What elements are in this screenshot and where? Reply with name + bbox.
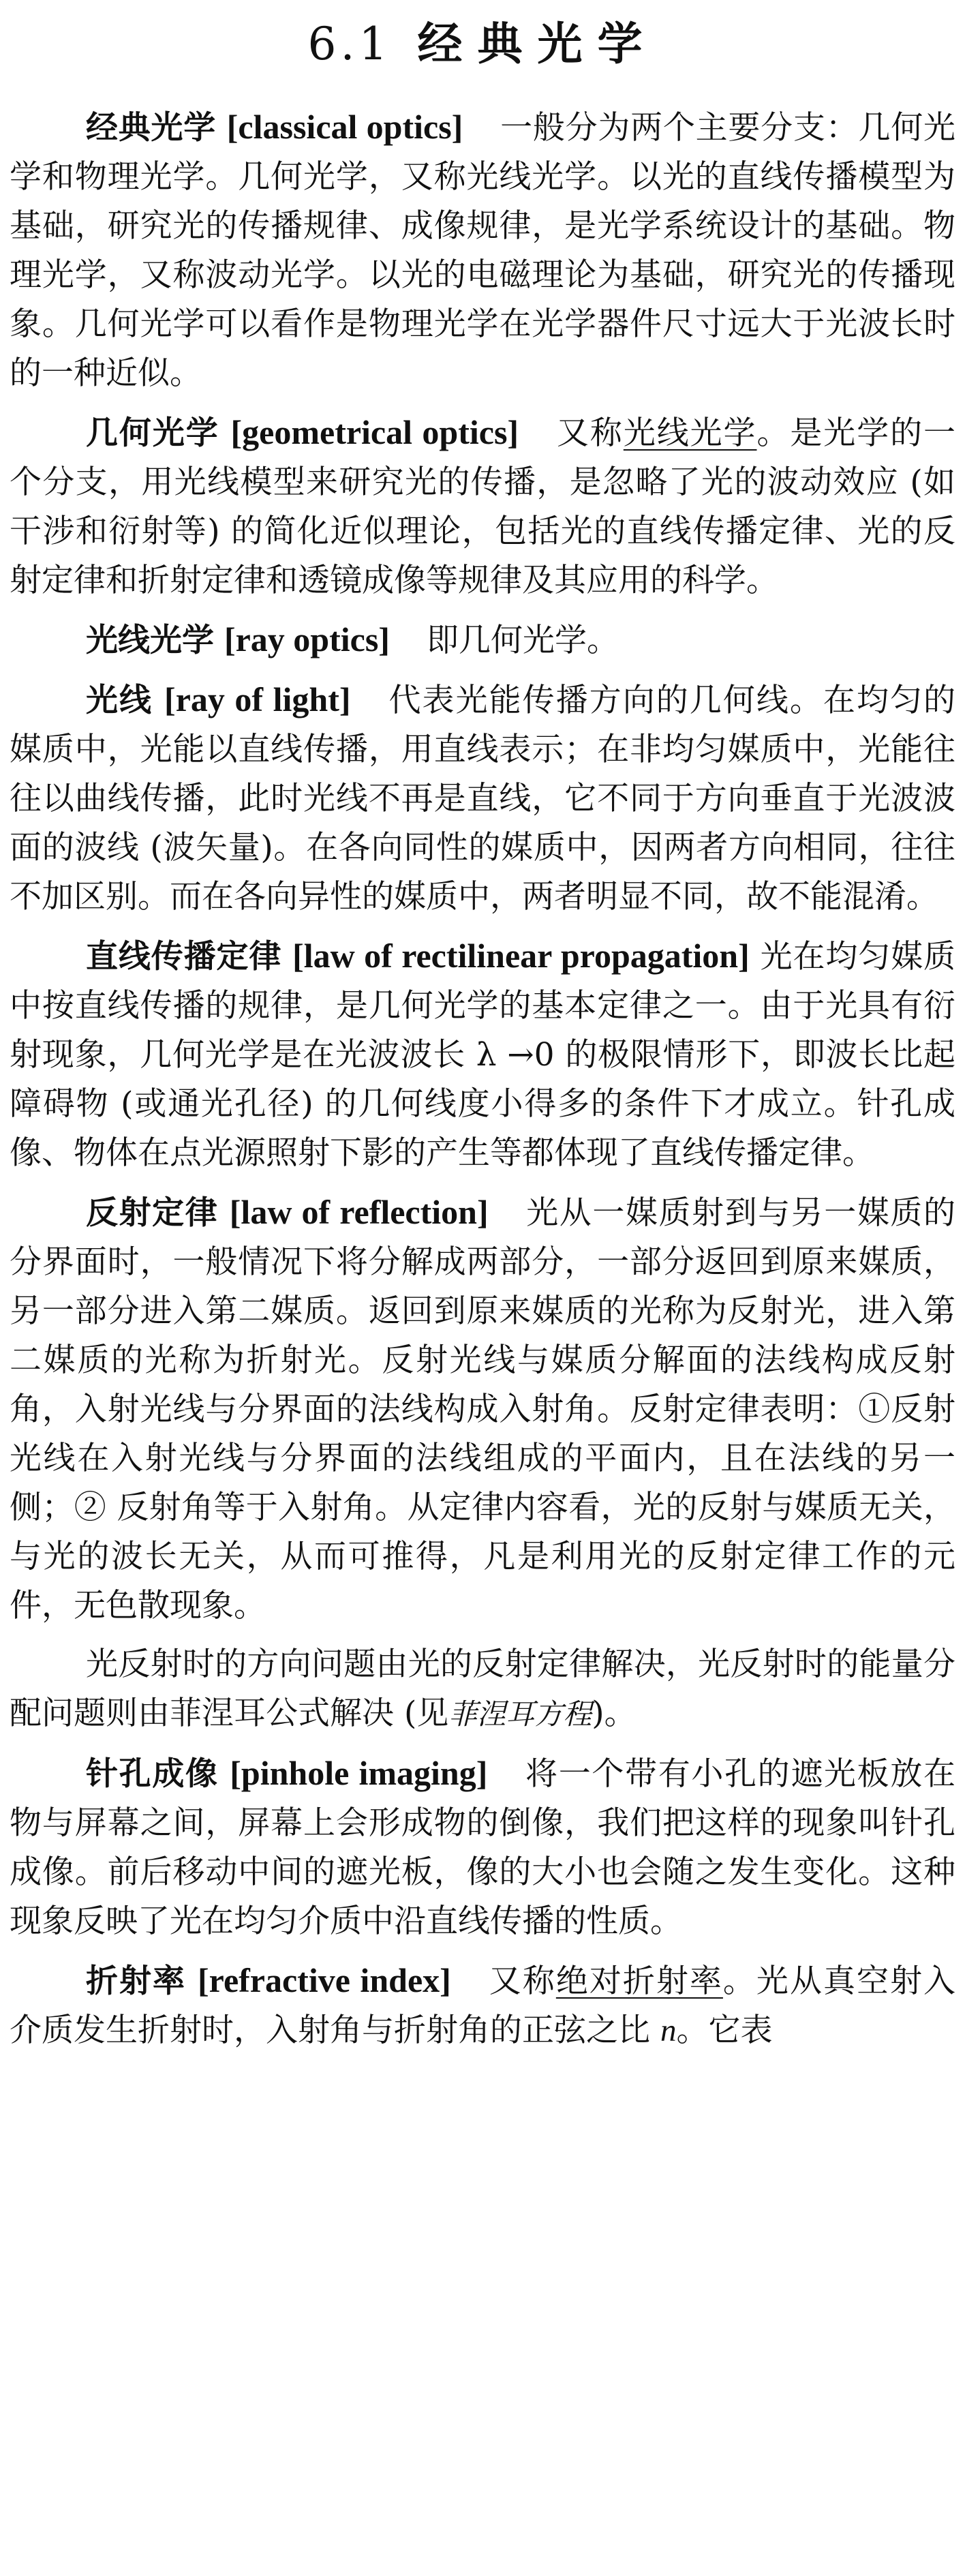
entry-english: [ray optics] [224,620,390,658]
entry-english: [ray of light] [164,680,351,718]
entry-term: 折射率 [86,1963,187,2000]
entry-ray-of-light [10,675,955,922]
paragraph-text: 光反射时的方向问题由光的反射定律解决，光反射时的能量分配问题则由菲涅耳公式解决 (见 [10,1646,955,1732]
entry-text: 光从一媒质射到与另一媒质的分界面时，一般情况下将分解成两部分，一部分返回到原来媒质，另一部分进入第二媒质。返回到原来媒质的光称为反射光，进入第二媒质的光称为折射光。反射光线与媒质分解面的法线构成反射角，入射光线与分界面的法线构成入射角。反射定律表明：①反射光线在入射光线与分界面的法线组成的平面内，且在法线的另一侧；② 反射角等于入射角。从定律内容看，光的反射与媒质无关，与光的波长无关，从而可推得，凡是利用光的反射定律工作的元件，无色散现象。 [10,1194,955,1624]
entry-term: 直线传播定律 [86,938,282,975]
paragraph-post: )。 [592,1695,637,1732]
entry-post: 。它表 [676,2012,773,2049]
entry-english: [classical optics] [226,108,463,146]
entry-pre: 又称 [487,1963,556,2000]
entry-english: [law of reflection] [229,1193,489,1231]
entry-refractive-index [10,1956,955,2055]
paragraph-reflection-note [10,1640,955,1739]
entry-text: 。光从真空射入介质发生折射时，入射角与折射角的正弦之比 [10,1963,956,2049]
entry-ray-optics [10,615,955,665]
entry-geometrical-optics [10,408,955,605]
entry-classical-optics [10,102,955,398]
entry-term: 针孔成像 [86,1755,219,1793]
see-also-link[interactable]: 菲涅耳方程 [448,1697,592,1731]
entry-english: [refractive index] [198,1961,451,1999]
entry-text: 一般分为两个主要分支：几何光学和物理光学。几何光学，又称光线光学。以光的直线传播模型为基础，研究光的传播规律、成像规律，是光学系统设计的基础。物理光学，又称波动光学。以光的电磁理论为基础，研究光的传播现象。几何光学可以看作是物理光学在光学器件尺寸远大于光波长时的一种近似。 [10,109,956,392]
section-title: 经典光学 [417,17,658,70]
entry-rectilinear-propagation [10,931,955,1178]
cross-reference-link[interactable]: 光线光学 [623,414,757,452]
entry-term: 光线 [86,682,153,719]
cross-reference-link[interactable]: 绝对折射率 [555,1963,723,2000]
entry-text: 将一个带有小孔的遮光板放在物与屏幕之间，屏幕上会形成物的倒像，我们把这样的现象叫针孔成像。前后移动中间的遮光板，像的大小也会随之发生变化。这种现象反映了光在均匀介质中沿直线传播的性质。 [10,1755,955,1940]
section-heading [0,0,965,75]
entry-pinhole-imaging [10,1748,955,1946]
entry-term: 光线光学 [86,622,214,659]
entry-term: 几何光学 [86,414,219,452]
entry-text: 。是光学的一个分支，用光线模型来研究光的传播，是忽略了光的波动效应 (如干涉和衍射等) 的简化近似理论，包括光的直线传播定律、光的反射定律和折射定律和透镜成像等规律及其应用的科学。 [10,414,956,599]
math-symbol: n [660,2013,677,2048]
entry-text: 代表光能传播方向的几何线。在均匀的媒质中，光能以直线传播，用直线表示；在非均匀媒质中，光能往往以曲线传播，此时光线不再是直线，它不同于方向垂直于光波波面的波线 (波矢量)。在各向同性的媒质中，因两者方向相同，往往不加区别。而在各向异性的媒质中，两者明显不同，故不能混淆。 [10,682,956,915]
entry-list [10,102,955,2065]
entry-english: [geometrical optics] [230,413,519,451]
entry-term: 反射定律 [86,1194,219,1232]
entry-term: 经典光学 [86,109,217,147]
entry-pre: 又称 [555,414,624,452]
entry-english: [pinhole imaging] [230,1754,488,1792]
entry-law-of-reflection [10,1187,955,1631]
entry-text: 即几何光学。 [426,622,619,659]
entry-english: [law of rectilinear propagation] [292,937,750,975]
section-number: 6.1 [307,18,392,70]
entry-text: 光在均匀媒质中按直线传播的规律，是几何光学的基本定律之一。由于光具有衍射现象，几何光学是在光波波长 λ →0 的极限情形下，即波长比起障碍物 (或通光孔径) 的几何线度小得多的条件下才成立。针孔成像、物体在点光源照射下影的产生等都体现了直线传播定律。 [10,938,955,1172]
